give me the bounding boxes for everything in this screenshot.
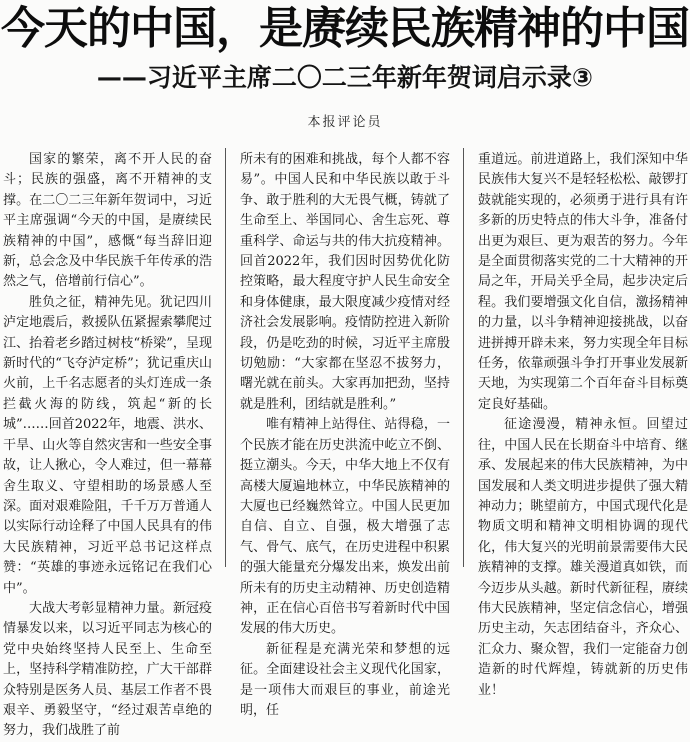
article-column-3	[478, 150, 688, 698]
paragraph: 国家的繁荣，离不开人民的奋斗；民族的强盛，离不开精神的支撑。在二〇二三年新年贺词中，习近平主席强调“今天的中国，是赓续民族精神的中国”，感慨“每当辞旧迎新，总会念及中华民族千年传承的浩然之气，倍增前行信心”。	[3, 152, 212, 290]
subheadline: ——习近平主席二〇二三年新年贺词启示录③	[96, 63, 594, 92]
paragraph: 胜负之征，精神先见。犹记四川泸定地震后，救援队伍紧握索攀爬过江、抬着老乡踏过树枝“桥梁”，呈现新时代的“飞夺泸定桥”；犹记重庆山火前，上千名志愿者的头灯连成一条拦截火海的防线，筑起“新的长城”……回首2022年，地震、洪水、干旱、山火等自然灾害和一些安全事故，让人揪心，令人难过，但一幕幕舍生取义、守望相助的场景感人至深。面对艰难险阻，千千万万普通人以实际行动诠释了中国人民具有的伟大民族精神，习近平总书记这样点赞：“英雄的事迹永远铭记在我们心中”。	[3, 294, 212, 596]
headline: 今天的中国，是赓续民族精神的中国	[1, 3, 689, 54]
paragraph-continued: 重道远。前进道路上，我们深知中华民族伟大复兴不是轻轻松松、敲锣打鼓就能实现的，必须勇于进行具有许多新的历史特点的伟大斗争，准备付出更为艰巨、更为艰苦的努力。今年是全面贯彻落实党的二十大精神的开局之年，开局关乎全局，起步决定后程。我们要增强文化自信，激扬精神的力量，以斗争精神迎接挑战，以奋进拼搏开辟未来，努力实现全年目标任务，依靠顽强斗争打开事业发展新天地，为实现第二个百年奋斗目标奠定良好基础。	[478, 152, 688, 412]
article-column-2	[240, 150, 450, 718]
column-divider	[225, 148, 226, 567]
column-divider	[463, 148, 464, 567]
byline: 本报评论员	[307, 115, 383, 130]
paragraph: 征途漫漫，精神永恒。回望过往，中国人民在长期奋斗中培育、继承、发展起来的伟大民族精神，为中国发展和人类文明进步提供了强大精神动力；眺望前方，中国式现代化是物质文明和精神文明相协调的现代化，伟大复兴的光明前景需要伟大民族精神的支撑。雄关漫道真如铁，而今迈步从头越。新时代新征程，赓续伟大民族精神，坚定信念信心，增强历史主动，矢志团结奋斗，齐众心、汇众力、聚众智，我们一定能奋力创造新的时代辉煌，铸就新的历史伟业！	[478, 417, 688, 698]
paragraph: 唯有精神上站得住、站得稳，一个民族才能在历史洪流中屹立不倒、挺立潮头。今天，中华大地上不仅有高楼大厦遍地林立，中华民族精神的大厦也已经巍然耸立。中国人民更加自信、自立、自强，极大增强了志气、骨气、底气，在历史进程中积累的强大能量充分爆发出来，焕发出前所未有的历史主动精神、历史创造精神，正在信心百倍书写着新时代中国发展的伟大历史。	[240, 417, 450, 637]
paragraph: 新征程是充满光荣和梦想的远征。全面建设社会主义现代化国家，是一项伟大而艰巨的事业，前途光明，任	[240, 641, 450, 718]
paragraph-continued: 所未有的困难和挑战，每个人都不容易”。中国人民和中华民族以敢于斗争、敢于胜利的大无畏气概，铸就了生命至上、举国同心、舍生忘死、尊重科学、命运与共的伟大抗疫精神。回首2022年，我们因时因势优化防控策略，最大程度守护人民生命安全和身体健康，最大限度减少疫情对经济社会发展影响。疫情防控进入新阶段，仍是吃劲的时候，习近平主席殷切勉励：“大家都在坚忍不拔努力，曙光就在前头。大家再加把劲，坚持就是胜利，团结就是胜利。”	[240, 152, 450, 412]
paragraph: 大战大考彰显精神力量。新冠疫情暴发以来，以习近平同志为核心的党中央始终坚持人民至上、生命至上，坚持科学精准防控，广大干部群众特别是医务人员、基层工作者不畏艰辛、勇毅坚守，“经过艰苦卓绝的努力，我们战胜了前	[3, 600, 212, 739]
article-column-1	[3, 150, 212, 739]
